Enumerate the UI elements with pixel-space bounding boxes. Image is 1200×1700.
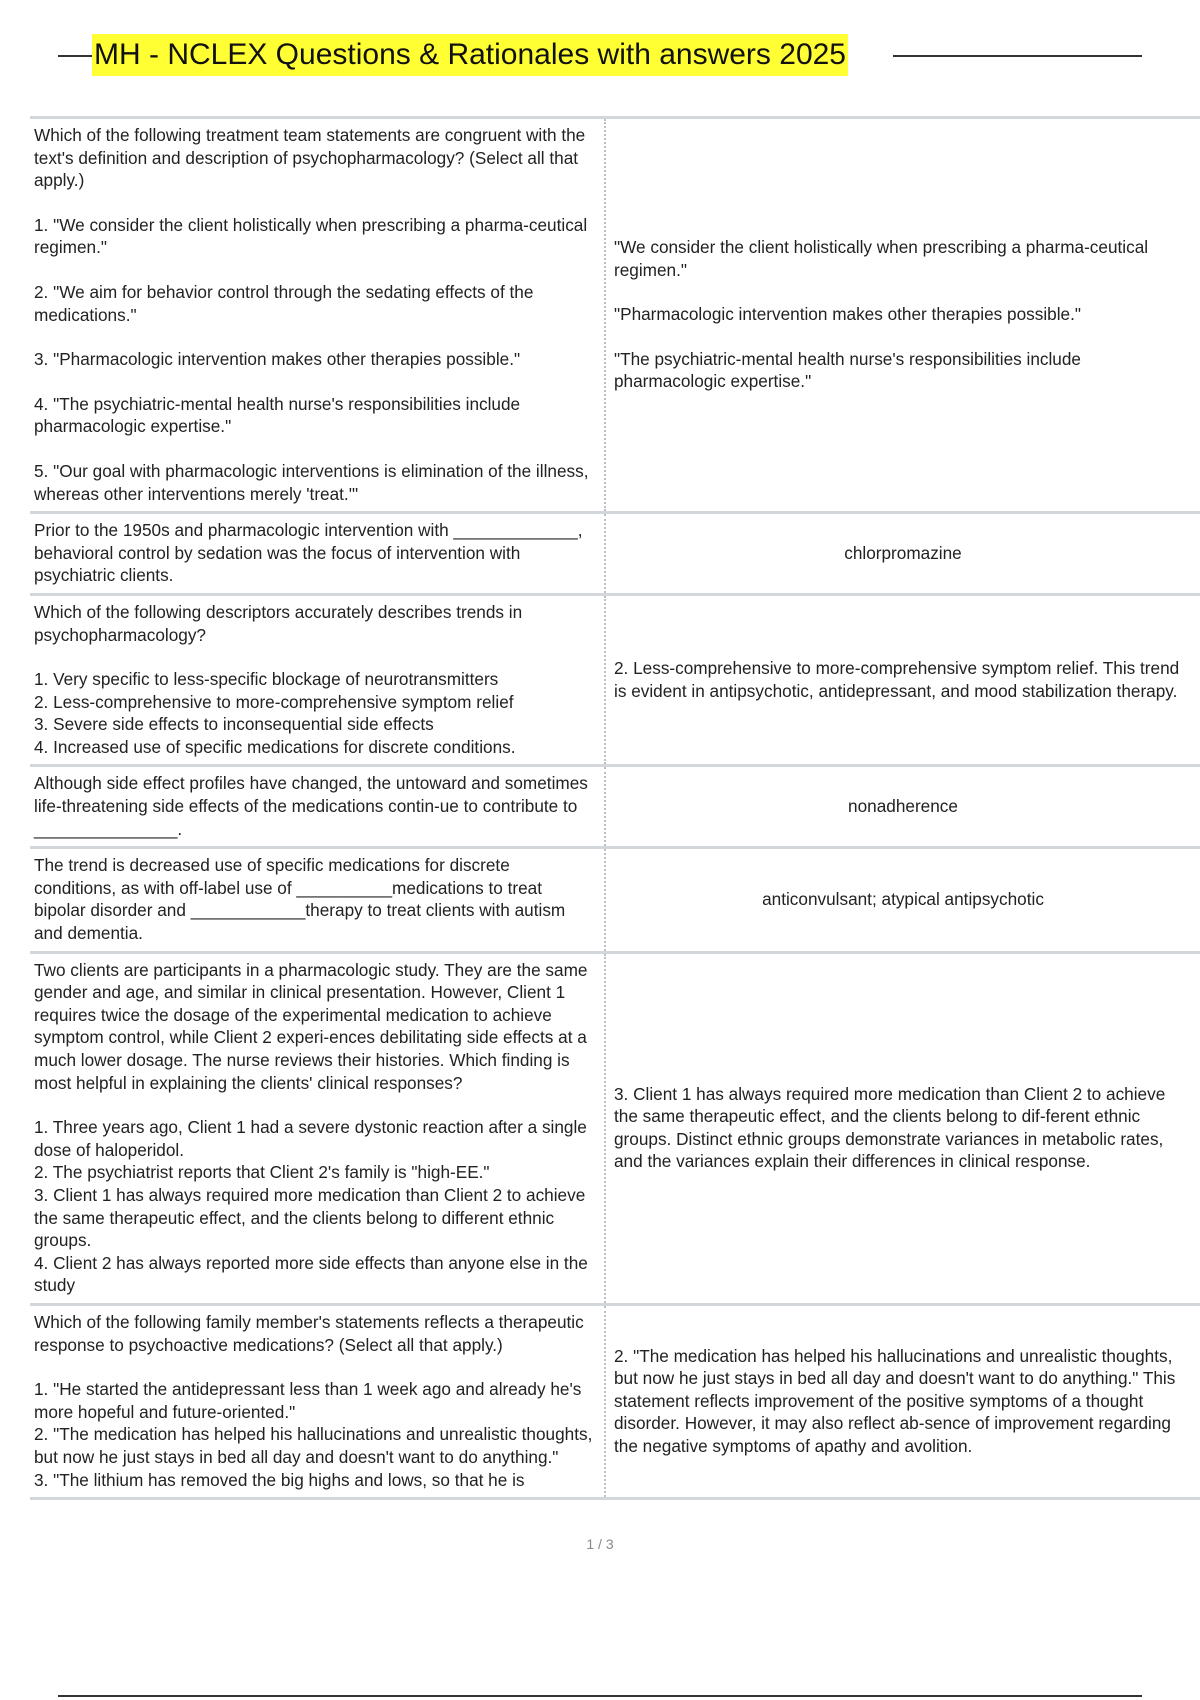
- question-cell: [30, 849, 606, 950]
- answer-cell: [606, 1306, 1200, 1497]
- qa-row: [30, 514, 1200, 596]
- question-line: 3. "The lithium has removed the big highs and lows, so that he is: [34, 1469, 525, 1490]
- question-line: Two clients are participants in a pharmacologic study. They are the same gender and age, and similar in clinical presentation. However, Client 1 requires twice the dosage of the experimental medication to achieve symptom control, while Client 2 experi-ences debilitating side effects at a much lower dosage. The nurse reviews their histories. Which finding is most helpful in explaining the clients' clinical responses?: [34, 959, 593, 1093]
- spacer: [34, 1356, 596, 1378]
- page-title: MH - NCLEX Questions & Rationales with answers 2025: [92, 34, 848, 76]
- qa-row: [30, 954, 1200, 1306]
- answer-line: 3. Client 1 has always required more medication than Client 2 to achieve the same therapeutic effect, and the clients belong to dif-ferent ethnic groups. Distinct ethnic groups demonstrate variances in metabolic rates, and the variances explain their differences in clinical response.: [614, 1083, 1171, 1172]
- question-line: 1. Three years ago, Client 1 had a severe dystonic reaction after a single dose of haloperidol.: [34, 1117, 592, 1160]
- spacer: [614, 281, 1192, 303]
- question-line: 3. Client 1 has always required more medication than Client 2 to achieve the same therapeutic effect, and the clients belong to different ethnic groups.: [34, 1184, 591, 1251]
- question-cell: [30, 1306, 606, 1497]
- title-rule-right: [893, 55, 1142, 57]
- qa-row: [30, 767, 1200, 849]
- title-rule-left: [58, 55, 92, 57]
- spacer: [34, 1094, 596, 1116]
- answer-cell: [606, 514, 1200, 593]
- spacer: [614, 326, 1192, 348]
- answer-line: 2. Less-comprehensive to more-comprehensive symptom relief. This trend is evident in antipsychotic, antidepressant, and mood stabilization therapy.: [614, 658, 1184, 701]
- qa-row: [30, 1306, 1200, 1500]
- question-line: 3. "Pharmacologic intervention makes other therapies possible.": [34, 349, 521, 370]
- spacer: [34, 646, 596, 668]
- bottom-rule: [58, 1695, 1142, 1697]
- question-line: 4. "The psychiatric-mental health nurse's responsibilities include pharmacologic expertise.": [34, 393, 525, 437]
- question-line: 2. The psychiatrist reports that Client 2's family is "high-EE.": [34, 1162, 490, 1183]
- question-line: 5. "Our goal with pharmacologic interventions is elimination of the illness, whereas other interventions merely 'treat.'": [34, 460, 594, 504]
- question-line: Which of the following family member's statements reflects a therapeutic response to psychoactive medications? (Select all that apply.): [34, 1311, 589, 1355]
- question-line: 3. Severe side effects to inconsequential side effects: [34, 714, 434, 735]
- question-line: 2. "We aim for behavior control through the sedating effects of the medications.": [34, 281, 539, 325]
- question-line: 4. Client 2 has always reported more side effects than anyone else in the study: [34, 1252, 593, 1296]
- question-cell: [30, 119, 606, 511]
- question-line: Which of the following treatment team statements are congruent with the text's definition and description of psychopharmacology? (Select all that apply.): [34, 125, 591, 191]
- question-line: 1. Very specific to less-specific blockage of neurotransmitters: [34, 669, 499, 690]
- qa-row: [30, 596, 1200, 768]
- title-bar: [58, 28, 1142, 84]
- answer-cell: [606, 119, 1200, 511]
- question-line: 4. Increased use of specific medications for discrete conditions.: [34, 736, 516, 757]
- answer-line: chlorpromazine: [844, 542, 962, 563]
- question-cell: [30, 767, 606, 846]
- question-line: Although side effect profiles have changed, the untoward and sometimes life-threatening side effects of the medications contin-ue to contribute to _______________.: [34, 773, 593, 839]
- spacer: [34, 192, 596, 214]
- spacer: [34, 371, 596, 393]
- answer-cell: [606, 767, 1200, 846]
- qa-row: [30, 119, 1200, 514]
- answer-line: "We consider the client holistically when prescribing a pharma-ceutical regimen.": [614, 237, 1153, 280]
- spacer: [34, 326, 596, 348]
- question-line: Prior to the 1950s and pharmacologic intervention with _____________, behavioral control by sedation was the focus of intervention with psychiatric clients.: [34, 520, 588, 586]
- answer-line: 2. "The medication has helped his hallucinations and unrealistic thoughts, but now he just stays in bed all day and doesn't want to do anything." This statement reflects improvement of the positive symptoms of a thought disorder. However, it may also reflect ab-sence of improvement regarding the negative symptoms of apathy and avolition.: [614, 1345, 1181, 1456]
- spacer: [34, 259, 596, 281]
- question-cell: [30, 514, 606, 593]
- question-cell: [30, 596, 606, 765]
- answer-line: "The psychiatric-mental health nurse's responsibilities include pharmacologic expertise.": [614, 348, 1086, 392]
- question-line: 1. "We consider the client holistically when prescribing a pharma-ceutical regimen.": [34, 214, 592, 258]
- question-line: The trend is decreased use of specific medications for discrete conditions, as with off-label use of __________medications to treat bipolar disorder and ____________therapy to treat clients with autism and dementia.: [34, 855, 571, 944]
- answer-cell: [606, 849, 1200, 950]
- page-number: 1 / 3: [586, 1536, 614, 1552]
- qa-row: [30, 849, 1200, 953]
- question-line: Which of the following descriptors accurately describes trends in psychopharmacology?: [34, 601, 527, 645]
- question-cell: [30, 954, 606, 1303]
- answer-cell: [606, 954, 1200, 1303]
- answer-line: nonadherence: [848, 796, 958, 817]
- answer-line: "Pharmacologic intervention makes other therapies possible.": [614, 304, 1081, 325]
- qa-table: [30, 116, 1200, 1500]
- question-line: 1. "He started the antidepressant less than 1 week ago and already he's more hopeful and future-oriented.": [34, 1379, 587, 1422]
- question-line: 2. "The medication has helped his hallucinations and unrealistic thoughts, but now he just stays in bed all day and doesn't want to do anything.": [34, 1424, 598, 1467]
- question-line: 2. Less-comprehensive to more-comprehensive symptom relief: [34, 691, 514, 712]
- answer-line: anticonvulsant; atypical antipsychotic: [762, 889, 1044, 910]
- spacer: [34, 438, 596, 460]
- answer-cell: [606, 596, 1200, 765]
